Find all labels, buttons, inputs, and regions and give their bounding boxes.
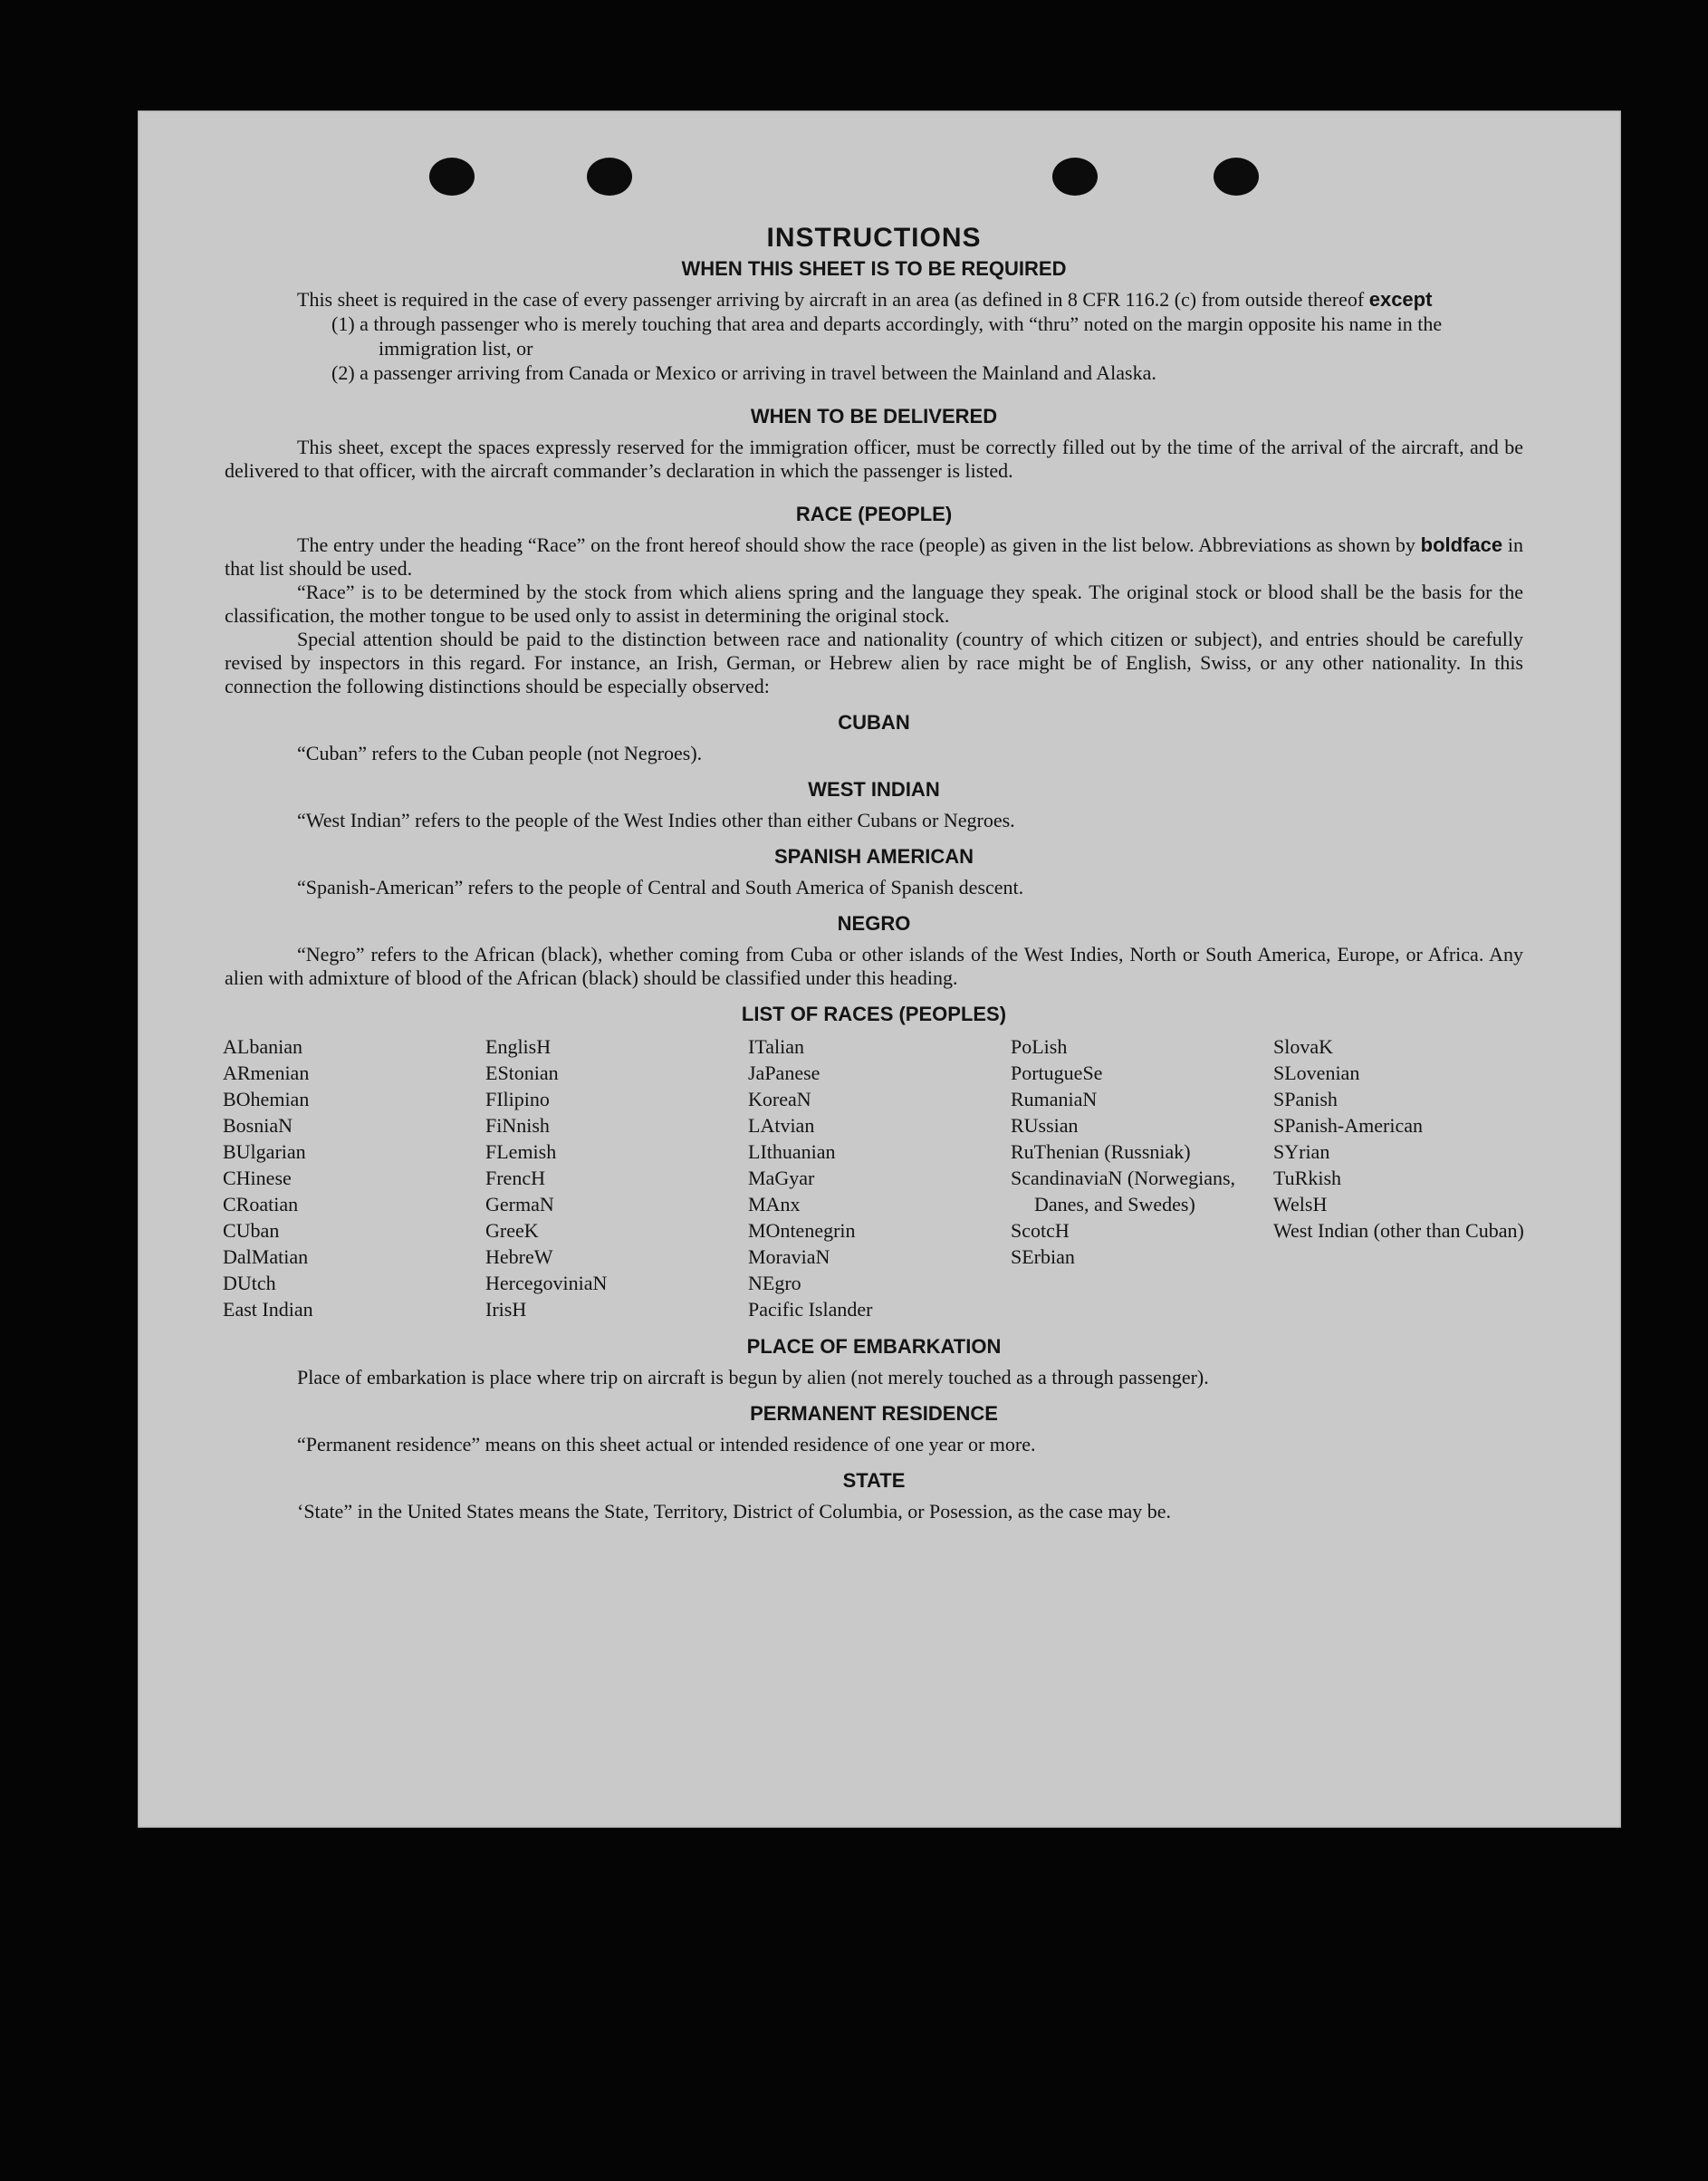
heading-list-of-races: LIST OF RACES (PEOPLES) <box>741 1003 1007 1025</box>
race-entry: DalMatian <box>223 1245 309 1268</box>
race-entry: SYrian <box>1273 1140 1330 1163</box>
heading-required: WHEN THIS SHEET IS TO BE REQUIRED <box>681 257 1067 280</box>
race-entry: SLovenian <box>1273 1062 1360 1084</box>
race-entry: MaGyar <box>748 1167 815 1189</box>
race-entry: FIlipino <box>485 1088 550 1110</box>
race-entry: ScandinaviaN (Norwegians, Danes, and Swedes) <box>1011 1167 1236 1215</box>
heading-west-indian: WEST INDIAN <box>808 778 940 801</box>
race-entry: MOntenegrin <box>748 1219 856 1242</box>
race-entry: TuRkish <box>1273 1167 1342 1189</box>
race-entry: East Indian <box>223 1298 313 1321</box>
race-entry: ITalian <box>748 1035 804 1058</box>
race-entry: BUlgarian <box>223 1140 306 1163</box>
heading-state: STATE <box>842 1469 906 1492</box>
race-entry: FLemish <box>485 1140 557 1163</box>
race-entry: JaPanese <box>748 1062 820 1084</box>
race-entry: PortugueSe <box>1011 1062 1103 1084</box>
heading-cuban: CUBAN <box>838 711 910 734</box>
instructions-content <box>225 223 1523 1523</box>
race-entry: HebreW <box>485 1245 553 1268</box>
race-entry: KoreaN <box>748 1088 811 1110</box>
race-entry: RUssian <box>1011 1114 1079 1137</box>
races-column-3 <box>748 1033 1011 1322</box>
race-entry: SPanish <box>1273 1088 1338 1110</box>
race-entry: RuThenian (Russniak) <box>1011 1140 1191 1163</box>
race-entry: BosniaN <box>223 1114 293 1137</box>
race-entry: FrencH <box>485 1167 545 1189</box>
race-boldface: boldface <box>1420 533 1503 556</box>
race-entry: ARmenian <box>223 1062 310 1084</box>
race-entry: FiNnish <box>485 1114 550 1137</box>
race-entry: GreeK <box>485 1219 539 1242</box>
race-entry: CHinese <box>223 1167 292 1189</box>
race-paragraph-3: Special attention should be paid to the distinction between race and nationality (country of which citizen or subject), and entries should be carefully revised by inspectors in this regard. For instance, an Irish, German, or Hebrew alien by race might be of English, Swiss, or any other nationality. In this connection the following distinctions should be especially observed: <box>225 628 1523 697</box>
race-text-a: The entry under the heading “Race” on the front hereof should show the race (people) as given in the list below. Abbreviations as shown by <box>297 533 1415 556</box>
race-paragraph-1 <box>225 533 1523 581</box>
race-entry: CRoatian <box>223 1193 299 1215</box>
race-entry: HercegoviniaN <box>485 1272 608 1294</box>
heading-negro: NEGRO <box>837 912 911 935</box>
race-entry: CUban <box>223 1219 280 1242</box>
delivered-paragraph: This sheet, except the spaces expressly reserved for the immigration officer, must be correctly filled out by the time of the arrival of the aircraft, and be delivered to that officer, with the aircraft commander’s declaration in which the passenger is listed. <box>225 436 1523 482</box>
state-paragraph: ‘State” in the United States means the State, Territory, District of Columbia, or Posession, as the case may be. <box>297 1500 1172 1523</box>
heading-residence: PERMANENT RESIDENCE <box>750 1402 998 1425</box>
race-entry: SErbian <box>1011 1245 1075 1268</box>
races-column-2 <box>485 1033 748 1322</box>
required-text: This sheet is required in the case of every passenger arriving by aircraft in an area (as defined in 8 CFR 116.2 (c) from outside thereof <box>297 288 1365 311</box>
race-paragraph-2: “Race” is to be determined by the stock from which aliens spring and the language they speak. The original stock or blood shall be the basis for the classification, the mother tongue to be used only to assist in determining the original stock. <box>225 581 1523 627</box>
west-indian-paragraph: “West Indian” refers to the people of the West Indies other than either Cubans or Negroes. <box>297 809 1015 831</box>
required-paragraph <box>225 288 1523 312</box>
race-entry: ALbanian <box>223 1035 302 1058</box>
race-entry: MoraviaN <box>748 1245 830 1268</box>
cuban-paragraph: “Cuban” refers to the Cuban people (not Negroes). <box>297 742 703 764</box>
race-entry: LAtvian <box>748 1114 815 1137</box>
race-entry: RumaniaN <box>1011 1088 1098 1110</box>
punch-hole <box>587 158 632 196</box>
negro-paragraph: “Negro” refers to the African (black), whether coming from Cuba or other islands of the West Indies, North or South America, Europe, or Africa. Any alien with admixture of blood of the African (black) should be classified under this heading. <box>225 943 1523 989</box>
race-entry: WelsH <box>1273 1193 1328 1215</box>
required-item-1: (1) a through passenger who is merely touching that area and departs accordingly, with “thru” noted on the margin opposite his name in the immigration list, or <box>331 312 1443 360</box>
race-entry: EStonian <box>485 1062 559 1084</box>
punch-hole <box>1052 158 1098 196</box>
race-entry: GermaN <box>485 1193 554 1215</box>
races-column-5 <box>1273 1033 1527 1322</box>
punch-hole <box>429 158 475 196</box>
residence-paragraph: “Permanent residence” means on this sheet actual or intended residence of one year or more. <box>297 1433 1036 1456</box>
heading-race: RACE (PEOPLE) <box>795 503 953 525</box>
required-item-2: (2) a passenger arriving from Canada or Mexico or arriving in travel between the Mainland and Alaska. <box>331 361 1156 384</box>
race-entry: DUtch <box>223 1272 276 1294</box>
race-entry: NEgro <box>748 1272 801 1294</box>
races-list <box>223 1033 1523 1322</box>
race-entry: PoLish <box>1011 1035 1068 1058</box>
page-title: INSTRUCTIONS <box>766 223 982 253</box>
race-text-b: in that list should be used. <box>225 533 1524 580</box>
race-entry: LIthuanian <box>748 1140 836 1163</box>
race-entry: ScotcH <box>1011 1219 1070 1242</box>
spanish-american-paragraph: “Spanish-American” refers to the people of Central and South America of Spanish descent. <box>297 876 1024 898</box>
race-entry: SlovaK <box>1273 1035 1333 1058</box>
heading-embarkation: PLACE OF EMBARKATION <box>746 1335 1002 1358</box>
required-except: except <box>1368 288 1433 311</box>
heading-delivered: WHEN TO BE DELIVERED <box>750 405 998 428</box>
race-entry: West Indian (other than Cuban) <box>1273 1219 1524 1242</box>
race-entry: EnglisH <box>485 1035 552 1058</box>
punch-hole <box>1214 158 1259 196</box>
race-entry: Pacific Islander <box>748 1298 873 1321</box>
heading-spanish-american: SPANISH AMERICAN <box>773 845 974 868</box>
races-column-1 <box>223 1033 485 1322</box>
document-sheet <box>138 110 1621 1828</box>
race-entry: IrisH <box>485 1298 527 1321</box>
race-entry: SPanish-American <box>1273 1114 1423 1137</box>
race-entry: MAnx <box>748 1193 801 1215</box>
races-column-4 <box>1011 1033 1273 1322</box>
embarkation-paragraph: Place of embarkation is place where trip on aircraft is begun by alien (not merely touched as a through passenger). <box>297 1366 1209 1388</box>
race-entry: BOhemian <box>223 1088 310 1110</box>
